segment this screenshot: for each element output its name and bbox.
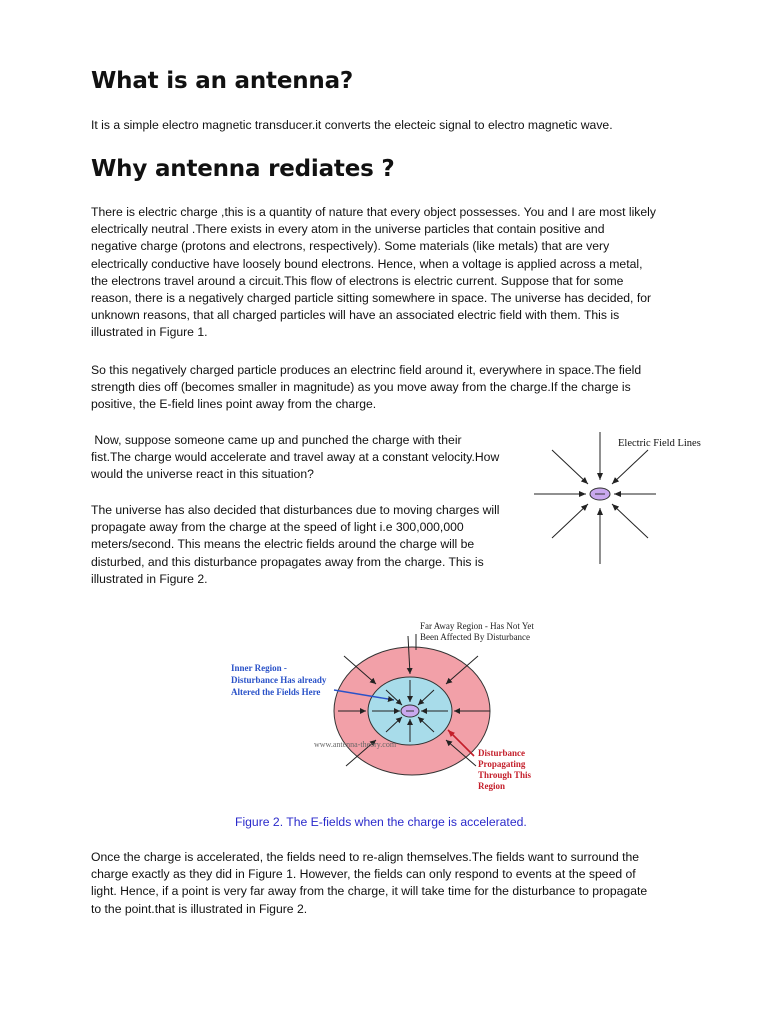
- paragraph-realign-fields: [91, 849, 647, 918]
- paragraph-line: light. Hence, if a point is very far away from the charge, it will take time for the disturbance to propagate: [91, 884, 648, 899]
- watermark-text: www.antenna-theory.com: [314, 740, 397, 749]
- paragraph-line: propagate away from the charge at the speed of light i.e 300,000,000: [91, 520, 464, 535]
- paragraph-line: positive, the E-field lines point away from the charge.: [91, 397, 377, 412]
- paragraph-disturbances: [91, 502, 500, 588]
- figure-1-electric-field-lines: [528, 428, 718, 568]
- paragraph-line: fist.The charge would accelerate and travel away at a constant velocity.How: [91, 450, 500, 465]
- figure-1-label: Electric Field Lines: [618, 438, 701, 449]
- paragraph-line: meters/second. This means the electric fields around the charge will be: [91, 537, 475, 552]
- inner-region-label-line2: Disturbance Has already: [231, 675, 327, 685]
- heading-why-antenna-radiates: Why antenna rediates ?: [91, 156, 395, 182]
- disturbance-label-line4: Region: [478, 781, 505, 791]
- paragraph-line: Now, suppose someone came up and punched the charge with their: [91, 433, 462, 447]
- paragraph-line: negative charge (protons and electrons, respectively). Some materials (like metals) that are very: [91, 239, 610, 254]
- paragraph-line: would the universe react in this situation?: [91, 467, 314, 482]
- paragraph-line: to the point.that is illustrated in Figure 2.: [91, 901, 308, 916]
- paragraph-line: So this negatively charged particle produces an electrinc field around it, everywhere in space.The field: [91, 363, 642, 377]
- figure-2-caption: Figure 2. The E-fields when the charge is accelerated.: [235, 815, 527, 829]
- paragraph-line: electrically neutral .There exists in every atom in the universe particles that contain positive and: [91, 222, 605, 237]
- intro-line: It is a simple electro magnetic transducer.it converts the electeic signal to electro magnetic wave.: [91, 118, 613, 132]
- paragraph-line: Once the charge is accelerated, the fields need to re-align themselves.The fields want to surround the: [91, 850, 640, 864]
- far-region-label-line1: Far Away Region - Has Not Yet: [420, 621, 534, 631]
- paragraph-field-strength: [91, 362, 641, 414]
- inner-region-label-line1: Inner Region -: [231, 663, 287, 673]
- paragraph-line: illustrated in Figure 1.: [91, 325, 208, 340]
- paragraph-line: reason, there is a negatively charged particle sitting somewhere in space. The universe has decided, for: [91, 291, 652, 306]
- paragraph-line: electrically conductive have loosely bound electrons. Hence, when a voltage is applied across a metal,: [91, 256, 643, 271]
- paragraph-line: disturbed, and this disturbance propagates away from the charge. This is: [91, 554, 484, 569]
- disturbance-label-line2: Propagating: [478, 759, 526, 769]
- paragraph-line: charge exactly as they did in Figure 1. However, the fields can only respond to events at the speed of: [91, 867, 636, 882]
- far-region-label-line2: Been Affected By Disturbance: [420, 632, 531, 642]
- paragraph-line: strength dies off (becomes smaller in magnitude) as you move away from the charge.If the charge is: [91, 380, 631, 395]
- paragraph-line: The universe has also decided that disturbances due to moving charges will: [91, 503, 500, 517]
- paragraph-electric-charge: [91, 204, 656, 342]
- disturbance-label-line1: Disturbance: [478, 748, 525, 758]
- paragraph-line: unknown reasons, that all charged particles will have an associated electric field with them. This is: [91, 308, 620, 323]
- paragraph-line: illustrated in Figure 2.: [91, 571, 208, 586]
- inner-region-label-line3: Altered the Fields Here: [231, 687, 321, 697]
- paragraph-punched-charge: [91, 432, 499, 484]
- disturbance-label-line3: Through This: [478, 770, 531, 780]
- paragraph-line: the electrons travel around a circuit.This flow of electrons is electric current. Suppose that for some: [91, 273, 624, 288]
- intro-paragraph: [91, 117, 613, 134]
- heading-what-is-antenna: What is an antenna?: [91, 68, 354, 94]
- figure-2-accelerated-charge: [226, 616, 566, 796]
- paragraph-line: There is electric charge ,this is a quantity of nature that every object possesses. You and I are most likely: [91, 205, 656, 219]
